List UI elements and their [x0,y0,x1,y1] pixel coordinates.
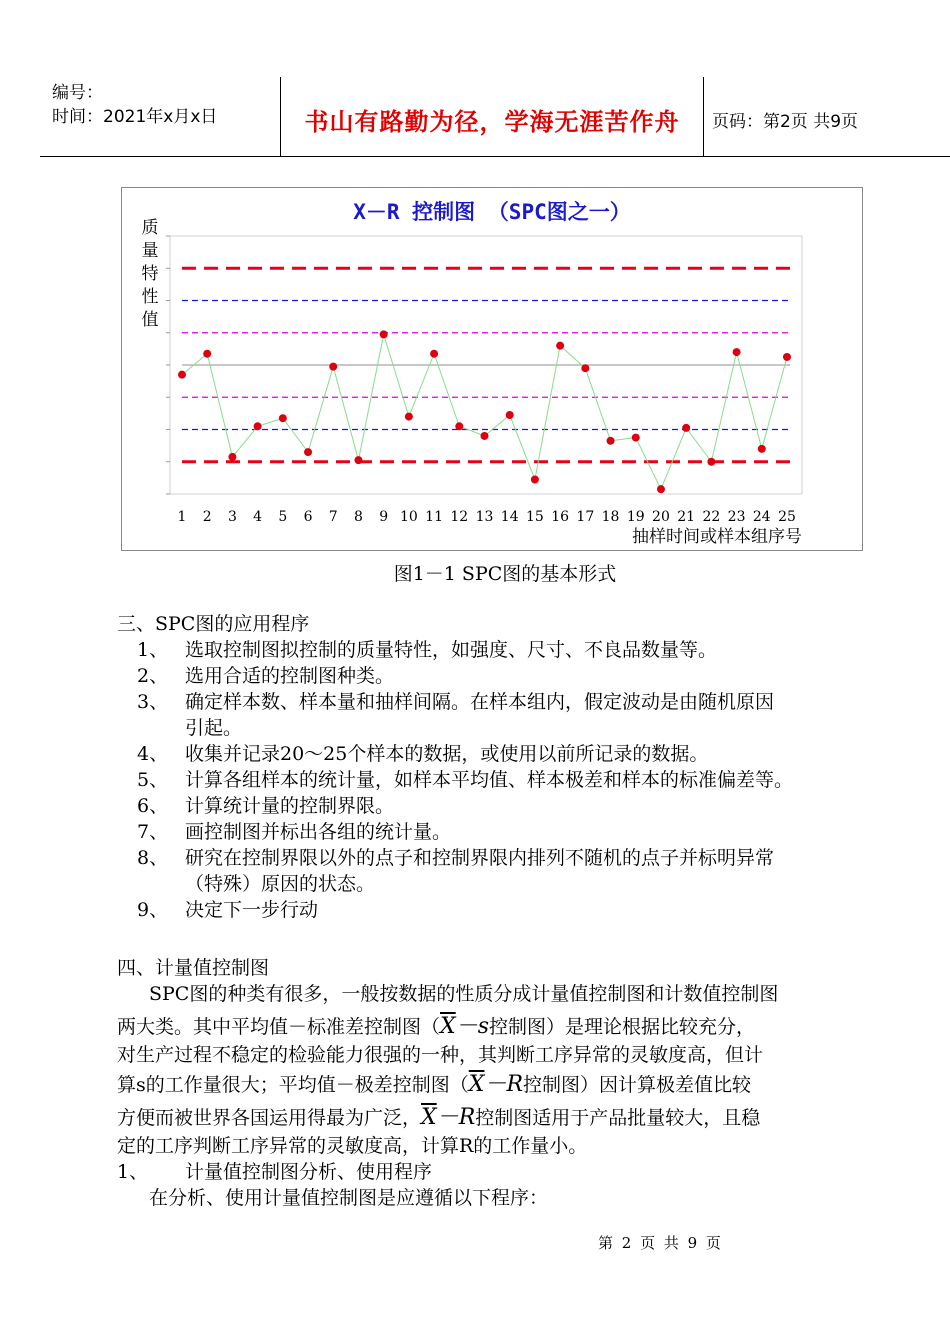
math-symbol: －s [455,1014,489,1039]
page-footer: 第 2 页 共 9 页 [598,1234,723,1252]
x-tick-label: 1 [177,509,187,525]
data-point [632,434,640,442]
header-page-label: 页码：第2页 共9页 [712,112,859,132]
data-point [228,453,236,461]
y-axis-label-char: 性 [141,287,159,307]
x-tick-label: 5 [278,509,288,525]
list-item-number: 6、 [137,795,169,817]
x-tick-label: 18 [601,509,620,525]
x-axis-label: 抽样时间或样本组序号 [632,527,802,547]
x-tick-label: 12 [450,509,469,525]
x-tick-label: 16 [551,509,570,525]
x-tick-label: 15 [526,509,544,525]
y-axis-label-char: 特 [141,264,159,284]
list-item-number: 5、 [137,769,169,791]
x-tick-label: 17 [576,509,595,525]
math-symbol: －R [484,1072,524,1097]
data-point [707,458,715,466]
data-point [657,485,665,493]
data-point [506,411,514,419]
x-tick-label: 6 [303,509,313,525]
x-tick-label: 2 [202,509,212,525]
header-number-label: 编号： [52,83,103,103]
list-item-text: 研究在控制界限以外的点子和控制界限内排列不随机的点子并标明异常 [185,847,775,869]
x-tick-label: 23 [727,509,746,525]
list-item-text: 确定样本数、样本量和抽样间隔。在样本组内，假定波动是由随机原因 [185,691,775,713]
y-axis-label-char: 量 [141,241,159,261]
data-point [329,363,337,371]
data-point [758,445,766,453]
data-point [203,350,211,358]
x-tick-label: 20 [652,509,670,525]
list-item-text: 计算统计量的控制界限。 [185,795,395,817]
text-run: 算s的工作量很大；平均值－极差控制图（ [117,1074,469,1096]
section-4-paragraph-line: 定的工序判断工序异常的灵敏度高，计算R的工作量小。 [117,1135,588,1157]
text-run: 控制图适用于产品批量较大，且稳 [475,1107,761,1129]
header-time-label: 时间：2021年x月x日 [52,107,218,127]
x-tick-label: 7 [328,509,338,525]
x-axis-tick-labels [178,509,796,525]
x-tick-label: 21 [677,509,696,525]
list-item-number: 1、 [137,639,169,661]
series-line [182,334,787,489]
x-tick-label: 14 [500,509,519,525]
list-item-text: （特殊）原因的状态。 [185,873,376,895]
subsection-title: 计量值控制图分析、使用程序 [185,1161,433,1183]
list-item-text: 引起。 [185,717,243,739]
header-motto: 书山有路勤为径，学海无涯苦作舟 [304,108,680,136]
header-meta [52,81,217,129]
x-tick-label: 3 [227,509,237,525]
math-x-bar: $\overline{X}$ [421,1105,437,1130]
x-tick-label: 4 [253,509,263,525]
math-x-bar: $\overline{X}$ [468,1072,485,1097]
list-item-text: 画控制图并标出各组的统计量。 [185,821,452,843]
data-point [682,424,690,432]
list-item-text: 计算各组样本的统计量，如样本平均值、样本极差和样本的标准偏差等。 [185,769,794,791]
data-point [354,456,362,464]
section-4-paragraph-line: 对生产过程不稳定的检验能力很强的一种，其判断工序异常的灵敏度高，但计 [117,1044,764,1066]
x-tick-label: 13 [475,509,494,525]
list-item-text: 选用合适的控制图种类。 [185,665,395,687]
data-point [430,350,438,358]
y-axis-label [142,218,159,330]
list-item-number: 2、 [137,665,169,687]
y-axis-ticks [166,236,170,494]
text-run: 两大类。其中平均值－标准差控制图（ [117,1016,441,1038]
data-point [581,364,589,372]
data-point [455,422,463,430]
data-point [783,353,791,361]
x-tick-label: 11 [425,509,443,525]
spc-chart [121,187,863,551]
chart-title: X－R 控制图 （SPC图之一） [353,200,631,224]
list-item-number: 9、 [137,899,169,921]
list-item-number: 3、 [137,691,169,713]
y-axis-label-char: 质 [141,218,159,238]
data-point [405,413,413,421]
list-item-text: 收集并记录20～25个样本的数据，或使用以前所记录的数据。 [185,743,709,765]
list-item-number: 8、 [137,847,169,869]
x-tick-label: 22 [702,509,721,525]
data-point [178,371,186,379]
math-x-bar: $\overline{X}$ [440,1014,456,1039]
list-item-number: 7、 [137,821,169,843]
section-4-paragraph-line: SPC图的种类有很多，一般按数据的性质分成计量值控制图和计数值控制图 [149,983,779,1005]
data-point [733,348,741,356]
list-item-text: 选取控制图拟控制的质量特性，如强度、尺寸、不良品数量等。 [185,639,718,661]
math-symbol: －R [436,1105,476,1130]
list-item-number: 4、 [137,743,169,765]
text-run: 控制图）因计算极差值比较 [523,1074,752,1096]
data-point [607,437,615,445]
section-4-paragraph-line [117,1072,751,1098]
data-point [531,475,539,483]
y-axis-label-char: 值 [141,310,159,330]
x-tick-label: 9 [379,509,389,525]
header-divider [703,77,704,156]
data-point [481,432,489,440]
data-point [254,422,262,430]
text-run: 控制图）是理论根据比较充分， [488,1016,755,1038]
section-3-title: 三、SPC图的应用程序 [117,613,310,635]
figure-caption: 图1－1 SPC图的基本形式 [393,563,617,585]
data-point [279,414,287,422]
spc-chart-svg [122,188,862,550]
text-run: 方便而被世界各国运用得最为广泛， [117,1107,422,1129]
x-tick-label: 24 [752,509,771,525]
section-4-paragraph-line [117,1014,755,1040]
x-tick-label: 8 [353,509,363,525]
subsection-number: 1、 [117,1161,149,1183]
data-point [380,330,388,338]
data-points [178,330,791,493]
data-point [304,448,312,456]
section-4-paragraph-line: 在分析、使用计量值控制图是应遵循以下程序： [149,1187,549,1209]
x-tick-label: 19 [626,509,645,525]
x-tick-label: 10 [399,509,418,525]
list-item-text: 决定下一步行动 [185,899,319,921]
data-point [556,342,564,350]
section-4-paragraph-line [117,1105,760,1131]
x-tick-label: 25 [778,509,796,525]
section-4-title: 四、计量值控制图 [117,957,270,979]
document-header [40,77,950,157]
